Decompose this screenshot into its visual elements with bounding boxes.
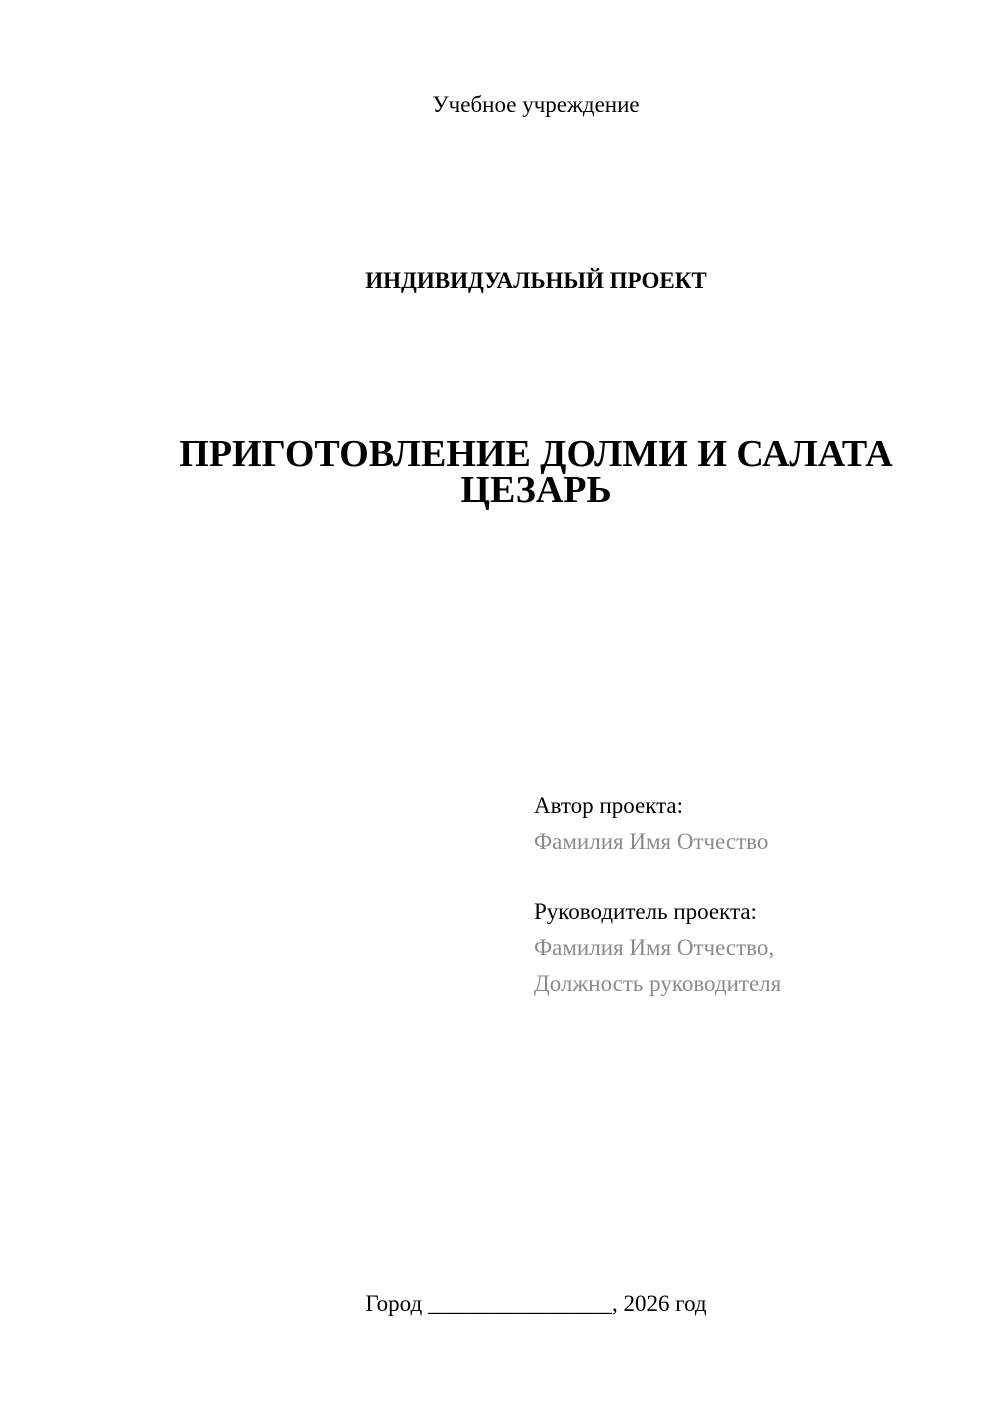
project-title-line-1: ПРИГОТОВЛЕНИЕ ДОЛМИ И САЛАТА — [179, 433, 893, 475]
project-title — [160, 433, 912, 511]
city-year-line: Город ________________, 2026 год — [365, 1291, 707, 1316]
institution-name: Учебное учреждение — [432, 92, 640, 117]
supervisor-position: Должность руководителя — [534, 971, 782, 996]
project-title-line-2: ЦЕЗАРЬ — [460, 469, 612, 511]
supervisor-name: Фамилия Имя Отчество, — [534, 935, 775, 960]
project-type-heading: ИНДИВИДУАЛЬНЫЙ ПРОЕКТ — [365, 268, 707, 293]
author-label: Автор проекта: — [534, 793, 683, 818]
project-credits — [534, 788, 974, 1002]
supervisor-label: Руководитель проекта: — [534, 899, 757, 924]
credits-spacer — [534, 860, 974, 894]
author-name: Фамилия Имя Отчество — [534, 829, 769, 854]
